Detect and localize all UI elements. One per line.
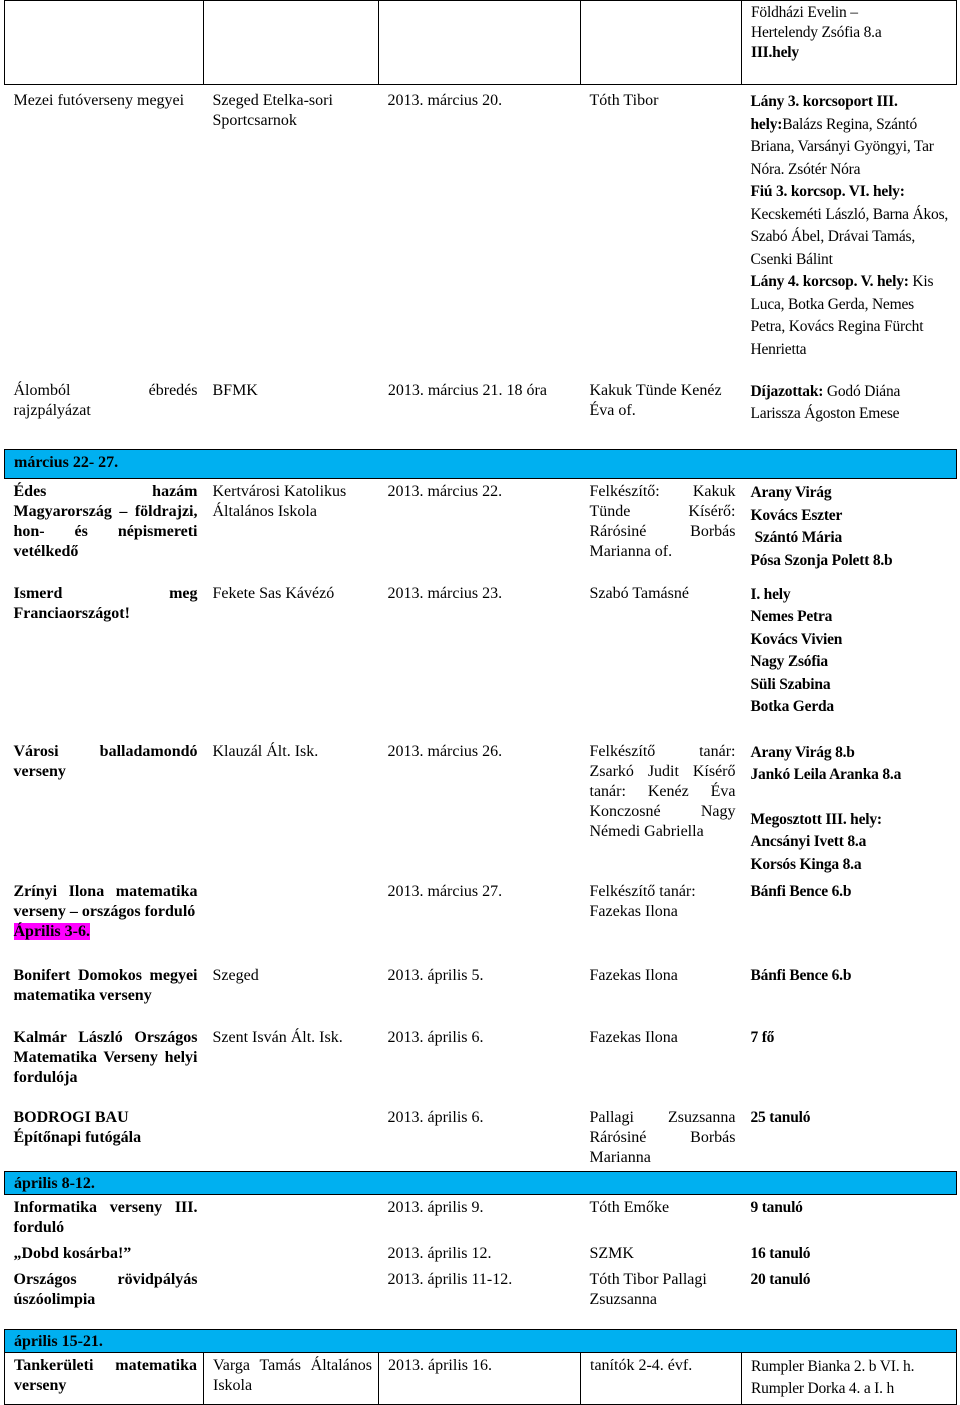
- venue-cell: Kertvárosi Katolikus Általános Iskola: [212, 483, 347, 520]
- person-cell: Pallagi Zsuzsanna Rárósiné Borbás Marianna: [589, 1109, 736, 1166]
- person-cell: Felkészítő: Kakuk Tünde Kísérő: Rárósiné Borbás Marianna of.: [589, 483, 736, 560]
- result-names: Kis Luca, Botka Gerda, Nemes Petra, Kovács Regina Fürcht Henrietta: [750, 273, 934, 358]
- result-line: Arany Virág: [750, 484, 832, 501]
- result-cell: [742, 1, 957, 85]
- date-cell: 2013. március 20.: [387, 92, 503, 109]
- result-cell: 9 tanuló: [750, 1199, 803, 1216]
- result-cell: Bánfi Bence 6.b: [750, 883, 852, 900]
- event-cell: Édes hazám Magyarország – földrajzi, hon- és népismereti vetélkedő: [13, 483, 198, 560]
- table-row: [5, 963, 957, 1025]
- event-cell: Bonifert Domokos megyei matematika verseny: [13, 967, 198, 1004]
- result-cell: 7 fő: [750, 1029, 775, 1046]
- person-cell: Kakuk Tünde Kenéz Éva of.: [589, 381, 722, 419]
- event-cell: Álomból ébredés rajzpályázat: [13, 381, 198, 419]
- venue-cell: Klauzál Ált. Isk.: [212, 742, 319, 760]
- venue-date-cell: [204, 378, 581, 450]
- date-text: 2013. március 21. 18 óra: [387, 381, 547, 399]
- date-range-band: április 8-12.: [5, 1172, 957, 1195]
- result-cell: Bánfi Bence 6.b: [750, 967, 852, 984]
- venue-cell: Szeged: [212, 967, 259, 984]
- date-cell: 2013. március 27.: [387, 883, 503, 900]
- result-line: Nagy Zsófia: [750, 653, 828, 670]
- table-row: [5, 378, 957, 450]
- result-cell: [742, 1352, 957, 1404]
- result-names: Godó Diána Larissza Ágoston Emese: [750, 382, 901, 422]
- result-heading: Lány 4. korcsop. V. hely:: [750, 273, 909, 290]
- table-row: [5, 879, 957, 963]
- event-cell: Városi balladamondó verseny: [13, 742, 198, 780]
- competition-results-table: [4, 0, 957, 1405]
- venue-cell: Szeged Etelka-sori Sportcsarnok: [212, 92, 333, 129]
- table-row: [5, 1352, 957, 1404]
- result-line: Hertelendy Zsófia 8.a: [751, 24, 882, 41]
- result-cell: [742, 581, 957, 739]
- event-cell: „Dobd kosárba!”: [13, 1245, 132, 1262]
- person-cell: tanítók 2-4. évf.: [581, 1352, 742, 1404]
- person-cell: Fazekas Ilona: [589, 1029, 678, 1046]
- result-cell: [742, 378, 957, 450]
- table-row: [5, 1, 957, 85]
- result-heading: Lány 3. korcsoport III. hely:: [750, 93, 898, 133]
- result-cell: [742, 85, 957, 378]
- result-cell: [742, 479, 957, 581]
- table-row: [5, 1195, 957, 1242]
- result-names: Kecskeméti László, Barna Ákos, Szabó Ábel, Drávai Tamás, Csenki Bálint: [750, 205, 949, 268]
- result-line: Nemes Petra: [750, 608, 833, 625]
- result-line: I. hely: [750, 585, 791, 603]
- result-spacer: [751, 787, 951, 809]
- table-row: [5, 85, 957, 378]
- date-cell: 2013. március 26.: [387, 742, 503, 760]
- event-cell: Ismerd meg Franciaországot!: [13, 584, 198, 622]
- date-cell: 2013. április 12.: [387, 1245, 492, 1262]
- date-range-band: március 22- 27.: [5, 450, 957, 479]
- date-cell: 2013. április 6.: [387, 1109, 484, 1126]
- person-cell: SZMK: [589, 1245, 634, 1262]
- event-cell: BODROGI BAU Építőnapi futógála: [13, 1109, 142, 1146]
- event-cell: [5, 879, 204, 963]
- table-row: [5, 739, 957, 880]
- table-row: [5, 479, 957, 581]
- date-cell: 2013. március 22.: [387, 483, 503, 500]
- person-cell: Felkészítő tanár: Fazekas Ilona: [589, 883, 696, 920]
- result-line: III.hely: [751, 44, 799, 61]
- result-line: Pósa Szonja Polett 8.b: [750, 551, 893, 569]
- date-cell: 2013. április 5.: [387, 967, 484, 984]
- table-row: [5, 581, 957, 739]
- event-cell: Mezei futóverseny megyei: [13, 92, 185, 109]
- date-range-band: április 15-21.: [5, 1329, 957, 1352]
- date-cell: 2013. április 16.: [379, 1352, 581, 1404]
- date-cell: 2013. április 6.: [387, 1029, 484, 1046]
- result-line: Kovács Eszter: [750, 506, 843, 524]
- result-line: Korsós Kinga 8.a: [750, 855, 862, 873]
- person-cell: Felkészítő tanár: Zsarkó Judit Kísérő tanár: Kenéz Éva Konczosné Nagy Némedi Gabriella: [589, 742, 736, 840]
- result-heading: Díjazottak:: [750, 382, 824, 400]
- result-line: Megosztott III. hely:: [750, 810, 882, 828]
- table-row: [5, 1172, 957, 1195]
- event-text: Zrínyi Ilona matematika verseny – országos forduló: [13, 883, 198, 920]
- person-cell: Szabó Tamásné: [589, 584, 689, 602]
- table-row: [5, 1241, 957, 1267]
- date-cell: 2013. április 9.: [387, 1199, 484, 1216]
- table-row: [5, 450, 957, 479]
- table-row: [5, 1329, 957, 1352]
- result-cell: 20 tanuló: [750, 1271, 811, 1288]
- result-cell: 16 tanuló: [750, 1245, 811, 1262]
- result-cell: 25 tanuló: [750, 1109, 811, 1126]
- event-cell: Kalmár László Országos Matematika Verseny helyi fordulója: [13, 1029, 198, 1086]
- result-heading: Fiú 3. korcsop. VI. hely:: [750, 183, 905, 200]
- result-line: Botka Gerda: [750, 698, 834, 715]
- result-line: Ancsányi Ivett 8.a: [750, 833, 867, 850]
- venue-cell: Varga Tamás Általános Iskola: [204, 1352, 379, 1404]
- result-line: Jankó Leila Aranka 8.a: [750, 766, 902, 783]
- table-row: [5, 1267, 957, 1329]
- result-line: Szántó Mária: [754, 529, 843, 546]
- result-line: Arany Virág 8.b: [750, 743, 855, 761]
- table-row: [5, 1025, 957, 1105]
- result-line: Süli Szabina: [750, 675, 831, 693]
- date-band-highlight: Április 3-6.: [13, 923, 90, 940]
- result-names: Balázs Regina, Szántó Briana, Varsányi Gyöngyi, Tar Nóra. Zsótér Nóra: [750, 115, 934, 178]
- venue-cell: Szent Isván Ált. Isk.: [212, 1029, 343, 1046]
- table-row: [5, 1105, 957, 1172]
- result-line: Rumpler Dorka 4. a I. h: [751, 1380, 895, 1397]
- date-cell: 2013. március 23.: [387, 584, 503, 602]
- venue-text: BFMK: [212, 381, 258, 399]
- result-line: Földházi Evelin –: [751, 4, 858, 21]
- venue-cell: Fekete Sas Kávézó: [212, 584, 335, 602]
- event-cell: Informatika verseny III. forduló: [13, 1199, 198, 1236]
- person-cell: Tóth Emőke: [589, 1199, 670, 1216]
- result-line: Rumpler Bianka 2. b VI. h.: [751, 1357, 915, 1375]
- person-cell: Tóth Tibor Pallagi Zsuzsanna: [589, 1271, 707, 1308]
- event-cell: Tankerületi matematika verseny: [5, 1352, 204, 1404]
- result-line: Kovács Vivien: [750, 630, 843, 648]
- results-table-page: [4, 0, 956, 1405]
- person-cell: Fazekas Ilona: [589, 967, 678, 984]
- result-cell: [742, 739, 957, 880]
- date-cell: 2013. április 11-12.: [387, 1271, 513, 1288]
- event-cell: Országos rövidpályás úszóolimpia: [13, 1271, 198, 1308]
- person-cell: Tóth Tibor: [589, 92, 659, 109]
